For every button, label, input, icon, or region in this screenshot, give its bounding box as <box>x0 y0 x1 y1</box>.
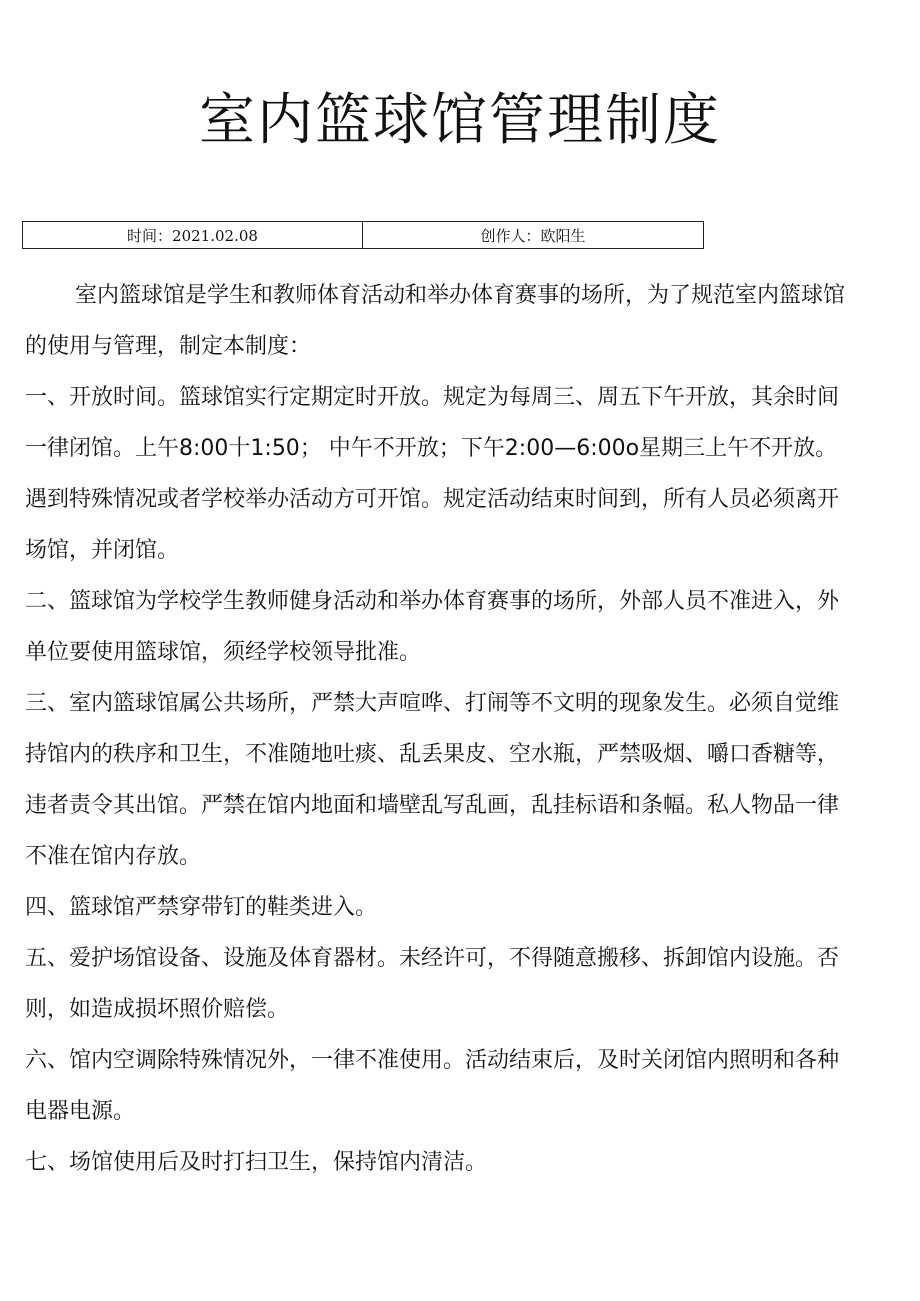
document-title: 室内篮球馆管理制度 <box>199 88 721 153</box>
intro-paragraph: 室内篮球馆是学生和教师体育活动和举办体育赛事的场所，为了规范室内篮球馆的使用与管理，制定本制度： <box>25 283 846 359</box>
rule-paragraph-2: 二、篮球馆为学校学生教师健身活动和举办体育赛事的场所，外部人员不准进入，外单位要使用篮球馆，须经学校领导批准。 <box>25 589 840 665</box>
author-cell: 创作人：欧阳生 <box>480 226 586 245</box>
rule-paragraph-6: 六、馆内空调除特殊情况外，一律不准使用。活动结束后，及时关闭馆内照明和各种电器电源。 <box>25 1048 840 1124</box>
document-body <box>25 270 845 1188</box>
rule-paragraph-3: 三、室内篮球馆属公共场所，严禁大声喧哗、打闹等不文明的现象发生。必须自觉维持馆内的秩序和卫生，不准随地吐痰、乱丢果皮、空水瓶，严禁吸烟、嚼口香糖等，违者责令其出馆。严禁在馆内地面和墙壁乱写乱画，乱挂标语和条幅。私人物品一律不准在馆内存放。 <box>25 691 840 869</box>
rule-paragraph-1: 一、开放时间。篮球馆实行定期定时开放。规定为每周三、周五下午开放，其余时间一律闭馆。上午8:00十1:50； 中午不开放；下午2:00—6:00o星期三上午不开放。遇到特殊情况或者学校举办活动方可开馆。规定活动结束时间到，所有人员必须离开场馆，并闭馆。 <box>25 385 840 563</box>
rule-paragraph-7: 七、场馆使用后及时打扫卫生，保持馆内清洁。 <box>25 1150 488 1175</box>
time-cell: 时间：2021.02.08 <box>23 222 363 248</box>
rule-paragraph-4: 四、篮球馆严禁穿带钉的鞋类进入。 <box>25 895 378 920</box>
meta-table <box>22 221 704 249</box>
rule-paragraph-5: 五、爱护场馆设备、设施及体育器材。未经许可，不得随意搬移、拆卸馆内设施。否则，如造成损坏照价赔偿。 <box>25 946 840 1022</box>
